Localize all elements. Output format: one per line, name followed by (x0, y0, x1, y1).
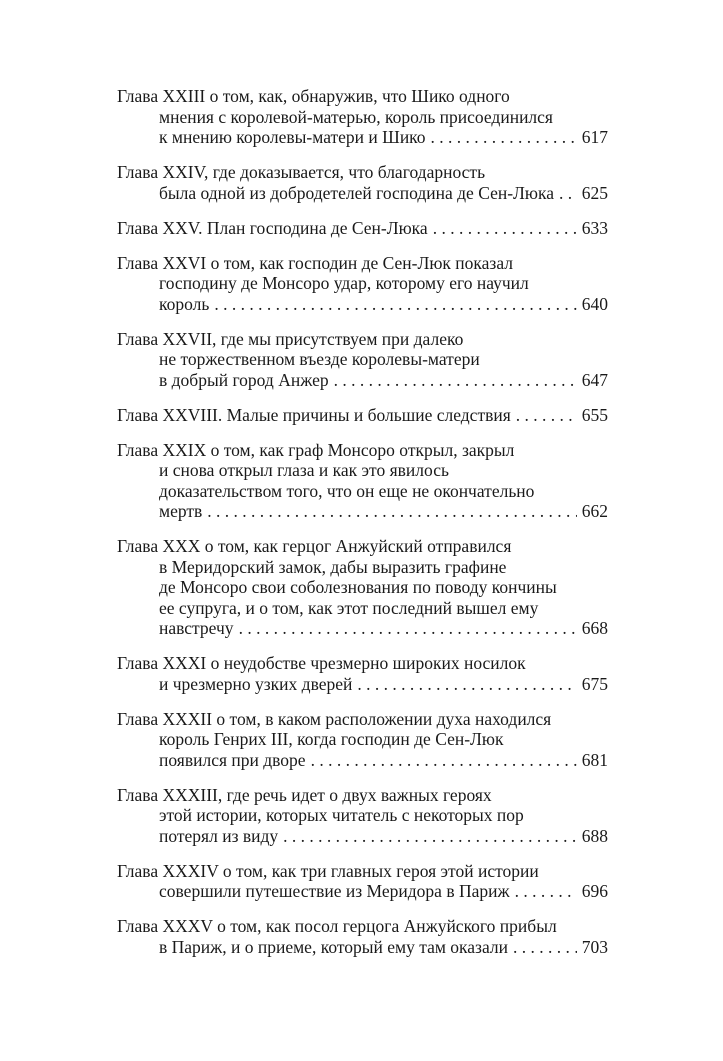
toc-entry (117, 253, 608, 315)
chapter-title-final-line (117, 127, 608, 148)
chapter-title-continuation: этой истории, которых читатель с некоторых пор (159, 805, 524, 825)
chapter-title-final-line (117, 294, 608, 315)
chapter-title-continuation: король (159, 293, 210, 314)
toc-entry (117, 709, 608, 771)
page-number: 640 (581, 293, 608, 314)
chapter-title-continuation: ее супруга, и о том, как этот последний вышел ему (159, 597, 539, 618)
page-number: 681 (581, 749, 608, 770)
dot-leader (239, 618, 577, 639)
chapter-title-continuation: в Меридорский замок, дабы выразить графине (159, 556, 507, 577)
chapter-title-line: Глава XXVII, где мы присутствуем при далеко (117, 328, 464, 349)
chapter-title-continuation: господину де Монсоро удар, которому его научил (159, 273, 529, 293)
chapter-title-final-line (117, 674, 608, 695)
chapter-title-line: Глава XXXIII, где речь идет о двух важных героях (117, 784, 492, 805)
chapter-title-continuation: мнения с королевой-матерью, король присоединился (159, 106, 553, 127)
toc-entry (117, 218, 608, 239)
toc-entry (117, 86, 608, 148)
dot-leader (283, 826, 577, 847)
dot-leader (214, 294, 576, 315)
chapter-title-line: Глава XXXV о том, как посол герцога Анжуйского прибыл (117, 916, 557, 936)
dot-leader (311, 750, 577, 771)
dot-leader (559, 183, 577, 204)
chapter-title-continuation: де Монсоро свои соболезнования по поводу кончины (159, 577, 557, 597)
chapter-title-line: Глава XXV. План господина де Сен-Люка (117, 217, 428, 238)
page-number: 688 (581, 825, 608, 846)
dot-leader (516, 405, 577, 426)
dot-leader (357, 674, 576, 695)
chapter-title-final-line (117, 826, 608, 847)
chapter-title-continuation: и чрезмерно узких дверей (159, 673, 353, 694)
dot-leader (433, 218, 577, 239)
page-number: 655 (581, 404, 608, 425)
page-number: 675 (581, 673, 608, 694)
chapter-title-continuation: в Париж, и о приеме, который ему там оказали (159, 936, 508, 957)
chapter-title-final-line (117, 501, 608, 522)
page-number: 647 (581, 369, 608, 390)
dot-leader (334, 370, 577, 391)
page-number: 696 (581, 881, 608, 901)
toc-entry (117, 916, 608, 957)
chapter-title-continuation: к мнению королевы-матери и Шико (159, 127, 426, 147)
chapter-title-continuation: появился при дворе (159, 749, 306, 770)
chapter-title-line: Глава XXVIII. Малые причины и большие следствия (117, 404, 511, 425)
chapter-title-continuation: король Генрих III, когда господин де Сен-Люк (159, 729, 504, 749)
toc-entry (117, 329, 608, 391)
chapter-title-line: Глава XXVI о том, как господин де Сен-Люк показал (117, 252, 513, 273)
chapter-title-continuation: навстречу (159, 618, 234, 638)
chapter-title-continuation: не торжественном въезде королевы-матери (159, 349, 480, 369)
chapter-title-continuation: совершили путешествие из Меридора в Париж (159, 881, 510, 901)
toc-entry (117, 405, 608, 426)
chapter-title-continuation: была одной из добродетелей господина де Сен-Люка (159, 182, 554, 203)
chapter-title-line: Глава XXIII о том, как, обнаружив, что Шико одного (117, 86, 510, 106)
page-number: 633 (581, 217, 608, 238)
chapter-title-continuation: доказательством того, что он еще не окончательно (159, 480, 535, 501)
chapter-title-final-line (117, 183, 608, 204)
chapter-title-final-line (117, 937, 608, 958)
chapter-title-line: Глава XXXII о том, в каком расположении духа находился (117, 708, 552, 729)
page-number: 668 (581, 618, 608, 638)
chapter-title-line: Глава XXXI о неудобстве чрезмерно широких носилок (117, 653, 526, 673)
page-number: 703 (581, 936, 608, 957)
dot-leader (431, 127, 577, 148)
chapter-title-final-line (117, 370, 608, 391)
chapter-title-continuation: потерял из виду (159, 825, 279, 846)
chapter-title-line: Глава XXXIV о том, как три главных героя этой истории (117, 860, 539, 881)
chapter-title-final-line (117, 881, 608, 902)
dot-leader (513, 937, 577, 958)
chapter-title-final-line (117, 750, 608, 771)
chapter-title-continuation: в добрый город Анжер (159, 369, 329, 390)
chapter-title-final-line (117, 218, 608, 239)
toc-entry (117, 440, 608, 522)
dot-leader (207, 501, 576, 522)
toc-entry (117, 162, 608, 203)
chapter-title-final-line (117, 405, 608, 426)
dot-leader (515, 881, 577, 902)
page-number: 625 (581, 182, 608, 203)
chapter-title-continuation: мертв (159, 501, 203, 521)
page-number: 662 (581, 501, 608, 521)
toc-entry (117, 653, 608, 694)
table-of-contents (117, 86, 608, 972)
chapter-title-final-line (117, 618, 608, 639)
chapter-title-line: Глава XXIX о том, как граф Монсоро открыл, закрыл (117, 439, 515, 460)
chapter-title-continuation: и снова открыл глаза и как это явилось (159, 460, 449, 480)
toc-entry (117, 861, 608, 902)
toc-entry (117, 536, 608, 639)
toc-entry (117, 785, 608, 847)
chapter-title-line: Глава XXIV, где доказывается, что благодарность (117, 162, 486, 182)
page-number: 617 (581, 127, 608, 147)
chapter-title-line: Глава XXX о том, как герцог Анжуйский отправился (117, 536, 512, 556)
